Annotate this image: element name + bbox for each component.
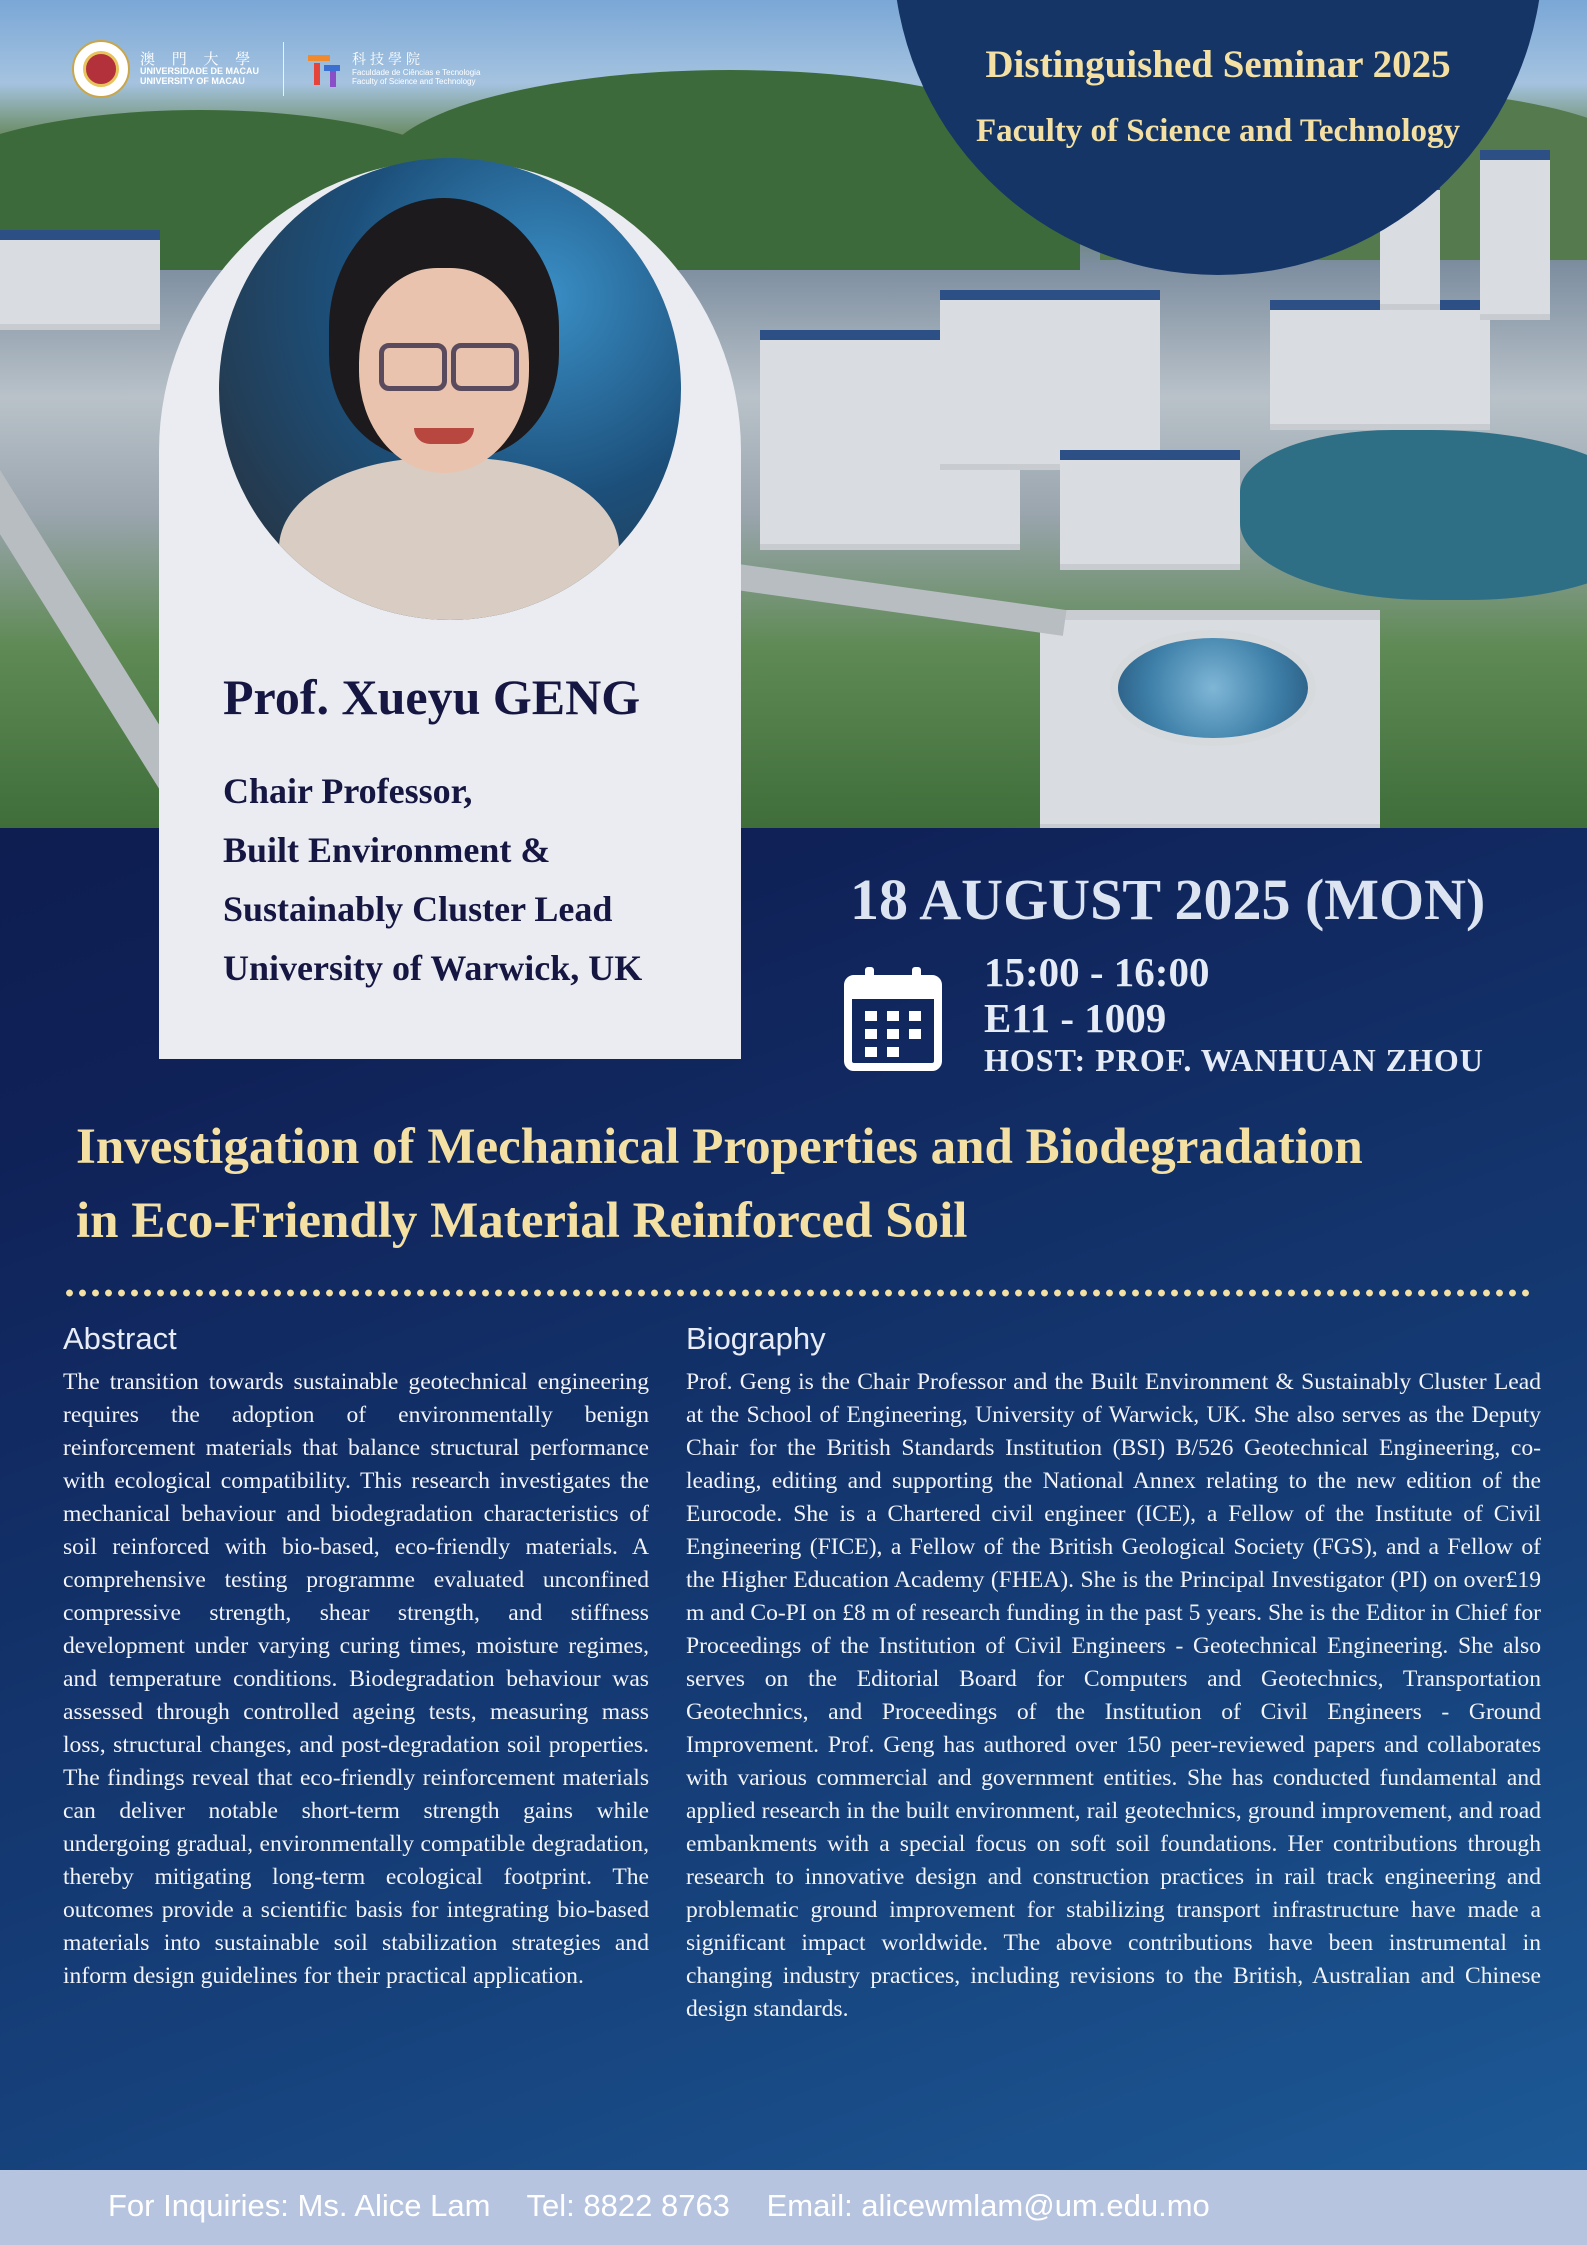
event-time: 15:00 - 16:00	[984, 949, 1210, 995]
biography-heading: Biography	[686, 1321, 826, 1356]
speaker-title-line: Chair Professor,	[223, 771, 473, 811]
university-name-en: UNIVERSITY OF MACAU	[140, 76, 245, 87]
talk-title-line: Investigation of Mechanical Properties and Biodegradation	[76, 1119, 1363, 1175]
university-name-pt: UNIVERSIDADE DE MACAU	[140, 66, 260, 77]
university-name-cn: 澳 門 大 學	[140, 49, 257, 68]
university-seal-icon	[72, 40, 130, 98]
logo-divider	[283, 42, 284, 96]
event-host: HOST: PROF. WANHUAN ZHOU	[984, 1042, 1484, 1078]
speaker-title-line: Sustainably Cluster Lead	[223, 889, 613, 929]
faculty-name-en: Faculty of Science and Technology	[352, 77, 476, 87]
faculty-name-cn: 科技學院	[352, 51, 425, 68]
footer-inquiries: For Inquiries: Ms. Alice Lam	[108, 2188, 491, 2223]
speaker-title-line: Built Environment &	[223, 830, 551, 870]
biography-text: Prof. Geng is the Chair Professor and the Built Environment & Sustainably Cluster Lead at the School of Engineering, University of Warwick, UK. She also serves as the Deputy Chair for the British Standards Institution (BSI) B/526 Geotechnical Engineering, co-leading, editing and supporting the National Annex relating to the new edition of the Eurocode. She is a Chartered civil engineer (ICE), a Fellow of the Institute of Civil Engineering (FICE), a Fellow of the British Geological Society (FGS), and a Fellow of the Higher Education Academy (FHEA). She is the Principal Investigator (PI) on over£19 m and Co-PI on £8 m of research funding in the past 5 years. She is the Editor in Chief for Proceedings of the Institution of Civil Engineers - Geotechnical Engineering. She also serves on the Editorial Board for Computers and Geotechnics, Transportation Geotechnics, and Proceedings of the Institution of Civil Engineers - Ground Improvement. Prof. Geng has authored over 150 peer-reviewed papers and collaborates with various commercial and government entities. She has conducted fundamental and applied research in the built environment, rail geotechnics, ground improvement, and road embankments with a special focus on soft soil foundations. Her contributions through research to innovative design and construction practices in rail track engineering and problematic ground improvement for stabilizing transport infrastructure have made a significant impact worldwide. The above contributions have been instrumental in changing industry practices, including revisions to the British, Australian and Chinese design standards.	[686, 1369, 1541, 2022]
abstract-text: The transition towards sustainable geotechnical engineering requires the adoption of environmentally benign reinforcement materials that balance structural performance with ecological compatibility. This research investigates the mechanical behaviour and biodegradation characteristics of soil reinforced with bio-based, eco-friendly materials. A comprehensive testing programme evaluated unconfined compressive strength, shear strength, and stiffness development under varying curing times, moisture regimes, and temperature conditions. Biodegradation behaviour was assessed through controlled ageing tests, measuring mass loss, structural changes, and post-degradation soil properties. The findings reveal that eco-friendly reinforcement materials can deliver notable short-term strength gains while undergoing gradual, environmentally compatible degradation, thereby mitigating long-term ecological footprint. The outcomes provide a scientific basis for integrating bio-based materials into sustainable soil stabilization strategies and inform design guidelines for their practical application.	[63, 1369, 649, 1989]
footer-contact	[108, 2188, 1238, 2224]
calendar-icon	[843, 965, 943, 1072]
faculty-title: Faculty of Science and Technology	[975, 113, 1461, 149]
footer-email[interactable]: Email: alicewmlam@um.edu.mo	[766, 2188, 1210, 2223]
talk-title-line: in Eco-Friendly Material Reinforced Soil	[76, 1193, 968, 1249]
faculty-logo-icon	[308, 49, 344, 89]
logos	[72, 40, 480, 98]
event-room: E11 - 1009	[984, 995, 1167, 1041]
speaker-title-line: University of Warwick, UK	[223, 948, 643, 988]
faculty-logo-text	[352, 52, 480, 86]
university-logo-text	[140, 51, 259, 87]
faculty-name-pt: Faculdade de Ciências e Tecnologia	[352, 67, 481, 77]
dotted-divider	[63, 1289, 1533, 1297]
speaker-name: Prof. Xueyu GENG	[223, 669, 641, 725]
abstract-heading: Abstract	[63, 1321, 177, 1356]
footer-tel: Tel: 8822 8763	[526, 2188, 730, 2223]
speaker-portrait	[219, 158, 681, 620]
event-date: 18 AUGUST 2025 (MON)	[850, 867, 1486, 932]
seminar-title: Distinguished Seminar 2025	[985, 43, 1451, 86]
